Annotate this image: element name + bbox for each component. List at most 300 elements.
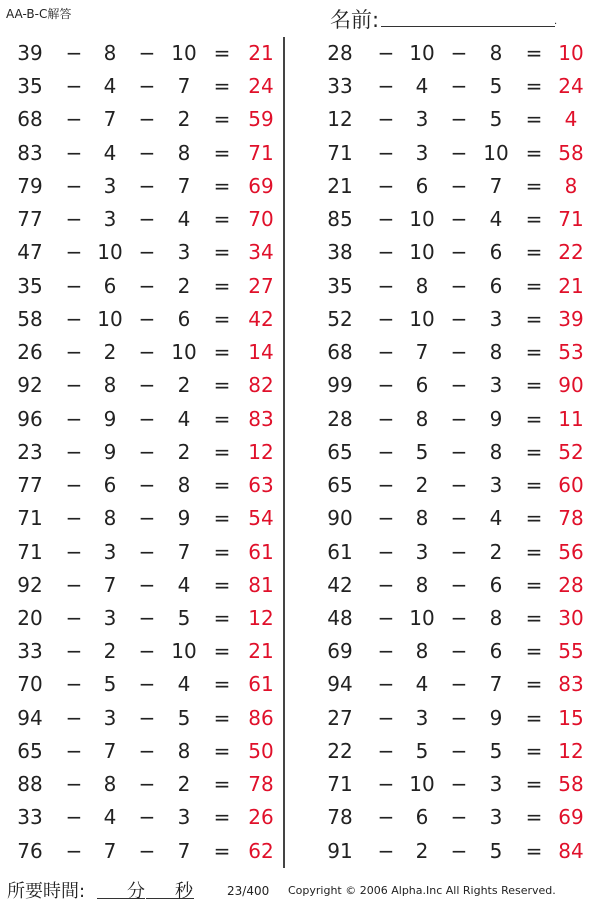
minuend: 68 bbox=[17, 107, 43, 132]
minus-sign: − bbox=[377, 373, 395, 398]
subtrahend-2: 5 bbox=[489, 738, 503, 763]
subtrahend-2: 8 bbox=[489, 605, 503, 630]
answer: 55 bbox=[558, 639, 584, 664]
minus-sign: − bbox=[65, 74, 83, 99]
equals-sign: = bbox=[525, 107, 543, 132]
answer: 24 bbox=[558, 74, 584, 99]
problem-row bbox=[0, 735, 290, 768]
subtrahend-1: 7 bbox=[103, 738, 117, 763]
minus-sign: − bbox=[65, 340, 83, 365]
subtrahend-2: 5 bbox=[489, 74, 503, 99]
minus-sign: − bbox=[65, 572, 83, 597]
minus-sign: − bbox=[138, 240, 156, 265]
minus-sign: − bbox=[138, 838, 156, 863]
minus-sign: − bbox=[377, 838, 395, 863]
equals-sign: = bbox=[525, 838, 543, 863]
subtrahend-2: 4 bbox=[489, 506, 503, 531]
answer: 71 bbox=[248, 140, 274, 165]
minuend: 90 bbox=[327, 506, 353, 531]
minuend: 68 bbox=[327, 340, 353, 365]
subtrahend-1: 4 bbox=[103, 140, 117, 165]
equals-sign: = bbox=[213, 373, 231, 398]
subtrahend-1: 8 bbox=[103, 506, 117, 531]
minus-sign: − bbox=[377, 805, 395, 830]
minuend: 39 bbox=[17, 41, 43, 65]
problem-row bbox=[0, 303, 290, 336]
equals-sign: = bbox=[213, 207, 231, 232]
subtrahend-1: 10 bbox=[409, 772, 435, 797]
problem-row bbox=[312, 170, 600, 203]
subtrahend-2: 7 bbox=[489, 672, 503, 697]
subtrahend-1: 9 bbox=[103, 406, 117, 431]
subtrahend-2: 6 bbox=[177, 306, 191, 331]
minus-sign: − bbox=[138, 572, 156, 597]
minuend: 92 bbox=[17, 373, 43, 398]
equals-sign: = bbox=[213, 838, 231, 863]
minus-sign: − bbox=[377, 539, 395, 564]
problem-row bbox=[312, 536, 600, 569]
subtrahend-1: 10 bbox=[409, 605, 435, 630]
minus-sign: − bbox=[377, 572, 395, 597]
answer: 83 bbox=[248, 406, 274, 431]
answer: 58 bbox=[558, 140, 584, 165]
problem-row bbox=[0, 37, 290, 70]
minus-sign: − bbox=[65, 705, 83, 730]
subtrahend-1: 2 bbox=[103, 340, 117, 365]
minus-sign: − bbox=[65, 207, 83, 232]
problem-row bbox=[0, 602, 290, 635]
minus-sign: − bbox=[377, 705, 395, 730]
minuend: 28 bbox=[327, 406, 353, 431]
minus-sign: − bbox=[65, 639, 83, 664]
minuend: 99 bbox=[327, 373, 353, 398]
subtrahend-1: 7 bbox=[415, 340, 429, 365]
minuend: 12 bbox=[327, 107, 353, 132]
minus-sign: − bbox=[450, 140, 468, 165]
problem-row bbox=[312, 735, 600, 768]
subtrahend-2: 3 bbox=[489, 805, 503, 830]
minuend: 77 bbox=[17, 207, 43, 232]
worksheet-title: AA-B-C解答 bbox=[6, 7, 72, 21]
minuend: 35 bbox=[17, 273, 43, 298]
minus-sign: − bbox=[450, 639, 468, 664]
subtrahend-1: 5 bbox=[103, 672, 117, 697]
equals-sign: = bbox=[213, 805, 231, 830]
subtrahend-2: 8 bbox=[177, 738, 191, 763]
equals-sign: = bbox=[213, 306, 231, 331]
minuend: 71 bbox=[327, 772, 353, 797]
equals-sign: = bbox=[213, 107, 231, 132]
minus-sign: − bbox=[65, 539, 83, 564]
minus-sign: − bbox=[377, 473, 395, 498]
subtrahend-2: 9 bbox=[489, 406, 503, 431]
subtrahend-1: 9 bbox=[103, 439, 117, 464]
minuend: 78 bbox=[327, 805, 353, 830]
problem-row bbox=[0, 236, 290, 269]
subtrahend-1: 6 bbox=[103, 473, 117, 498]
minus-sign: − bbox=[377, 639, 395, 664]
minus-sign: − bbox=[65, 838, 83, 863]
problem-row bbox=[312, 236, 600, 269]
answer: 62 bbox=[248, 838, 274, 863]
minuend: 21 bbox=[327, 173, 353, 198]
equals-sign: = bbox=[525, 605, 543, 630]
minus-sign: − bbox=[450, 572, 468, 597]
subtrahend-2: 8 bbox=[489, 340, 503, 365]
answer: 21 bbox=[248, 41, 274, 65]
equals-sign: = bbox=[213, 140, 231, 165]
subtrahend-2: 6 bbox=[489, 240, 503, 265]
equals-sign: = bbox=[213, 240, 231, 265]
equals-sign: = bbox=[213, 439, 231, 464]
problem-row bbox=[0, 536, 290, 569]
minus-sign: − bbox=[377, 406, 395, 431]
equals-sign: = bbox=[213, 473, 231, 498]
minuend: 94 bbox=[17, 705, 43, 730]
minuend: 23 bbox=[17, 439, 43, 464]
minus-sign: − bbox=[65, 273, 83, 298]
subtrahend-2: 2 bbox=[177, 772, 191, 797]
answer: 22 bbox=[558, 240, 584, 265]
subtrahend-1: 8 bbox=[103, 373, 117, 398]
minuend: 85 bbox=[327, 207, 353, 232]
minus-sign: − bbox=[377, 273, 395, 298]
problem-row bbox=[0, 436, 290, 469]
answer: 54 bbox=[248, 506, 274, 531]
minus-sign: − bbox=[138, 207, 156, 232]
answer: 4 bbox=[564, 107, 578, 132]
equals-sign: = bbox=[213, 572, 231, 597]
minus-sign: − bbox=[377, 772, 395, 797]
minuend: 70 bbox=[17, 672, 43, 697]
answer: 59 bbox=[248, 107, 274, 132]
minus-sign: − bbox=[450, 605, 468, 630]
equals-sign: = bbox=[525, 340, 543, 365]
minus-sign: − bbox=[377, 41, 395, 65]
minus-sign: − bbox=[450, 207, 468, 232]
subtrahend-1: 10 bbox=[409, 306, 435, 331]
answer: 42 bbox=[248, 306, 274, 331]
problem-row bbox=[312, 702, 600, 735]
minus-sign: − bbox=[65, 738, 83, 763]
column-divider bbox=[283, 37, 285, 868]
minus-sign: − bbox=[450, 738, 468, 763]
minus-sign: − bbox=[138, 140, 156, 165]
subtrahend-1: 10 bbox=[409, 240, 435, 265]
problem-row bbox=[0, 70, 290, 103]
minus-sign: − bbox=[450, 772, 468, 797]
name-field-dot: . bbox=[554, 16, 558, 27]
problem-row bbox=[312, 602, 600, 635]
minus-sign: − bbox=[138, 306, 156, 331]
answer: 53 bbox=[558, 340, 584, 365]
minus-sign: − bbox=[65, 605, 83, 630]
minus-sign: − bbox=[450, 805, 468, 830]
problem-row bbox=[312, 137, 600, 170]
minuend: 94 bbox=[327, 672, 353, 697]
subtrahend-1: 3 bbox=[103, 705, 117, 730]
answer: 61 bbox=[248, 539, 274, 564]
minuend: 33 bbox=[17, 805, 43, 830]
equals-sign: = bbox=[213, 672, 231, 697]
equals-sign: = bbox=[525, 273, 543, 298]
minus-sign: − bbox=[450, 473, 468, 498]
answer: 52 bbox=[558, 439, 584, 464]
equals-sign: = bbox=[525, 373, 543, 398]
subtrahend-1: 8 bbox=[415, 639, 429, 664]
subtrahend-2: 4 bbox=[177, 572, 191, 597]
problem-row bbox=[0, 369, 290, 402]
minus-sign: − bbox=[65, 306, 83, 331]
equals-sign: = bbox=[525, 473, 543, 498]
subtrahend-2: 7 bbox=[177, 74, 191, 99]
subtrahend-2: 4 bbox=[177, 406, 191, 431]
minus-sign: − bbox=[138, 41, 156, 65]
answer: 24 bbox=[248, 74, 274, 99]
minus-sign: − bbox=[65, 772, 83, 797]
minuend: 26 bbox=[17, 340, 43, 365]
equals-sign: = bbox=[525, 772, 543, 797]
minus-sign: − bbox=[377, 605, 395, 630]
subtrahend-1: 3 bbox=[415, 140, 429, 165]
problem-row bbox=[312, 70, 600, 103]
subtrahend-1: 6 bbox=[415, 173, 429, 198]
answer: 8 bbox=[564, 173, 578, 198]
subtrahend-2: 2 bbox=[489, 539, 503, 564]
problem-row bbox=[312, 502, 600, 535]
minuend: 35 bbox=[327, 273, 353, 298]
minuend: 65 bbox=[327, 473, 353, 498]
problem-row bbox=[0, 469, 290, 502]
minus-sign: − bbox=[138, 273, 156, 298]
minus-sign: − bbox=[377, 140, 395, 165]
subtrahend-2: 9 bbox=[177, 506, 191, 531]
subtrahend-2: 3 bbox=[489, 473, 503, 498]
minus-sign: − bbox=[377, 340, 395, 365]
minus-sign: − bbox=[138, 173, 156, 198]
minuend: 71 bbox=[327, 140, 353, 165]
minus-sign: − bbox=[377, 506, 395, 531]
answer: 10 bbox=[558, 41, 584, 65]
subtrahend-2: 2 bbox=[177, 439, 191, 464]
subtrahend-1: 2 bbox=[415, 473, 429, 498]
problem-row bbox=[312, 569, 600, 602]
problem-row bbox=[0, 801, 290, 834]
problem-row bbox=[312, 369, 600, 402]
equals-sign: = bbox=[525, 572, 543, 597]
minus-sign: − bbox=[138, 107, 156, 132]
subtrahend-2: 5 bbox=[489, 107, 503, 132]
minus-sign: − bbox=[377, 173, 395, 198]
subtrahend-1: 8 bbox=[415, 406, 429, 431]
equals-sign: = bbox=[525, 639, 543, 664]
minuend: 27 bbox=[327, 705, 353, 730]
subtrahend-2: 8 bbox=[489, 41, 503, 65]
problem-row bbox=[312, 336, 600, 369]
answer: 86 bbox=[248, 705, 274, 730]
minus-sign: − bbox=[65, 805, 83, 830]
minus-sign: − bbox=[65, 140, 83, 165]
problem-row bbox=[312, 768, 600, 801]
minuend: 22 bbox=[327, 738, 353, 763]
problem-row bbox=[312, 635, 600, 668]
problem-row bbox=[0, 137, 290, 170]
minus-sign: − bbox=[138, 473, 156, 498]
subtrahend-2: 2 bbox=[177, 373, 191, 398]
answer: 28 bbox=[558, 572, 584, 597]
equals-sign: = bbox=[213, 738, 231, 763]
minus-sign: − bbox=[138, 539, 156, 564]
answer: 58 bbox=[558, 772, 584, 797]
minus-sign: − bbox=[450, 273, 468, 298]
problem-row bbox=[0, 203, 290, 236]
minuend: 58 bbox=[17, 306, 43, 331]
answer: 60 bbox=[558, 473, 584, 498]
minuend: 69 bbox=[327, 639, 353, 664]
answer: 69 bbox=[248, 173, 274, 198]
equals-sign: = bbox=[213, 41, 231, 65]
subtrahend-1: 7 bbox=[103, 107, 117, 132]
answer: 61 bbox=[248, 672, 274, 697]
answer: 63 bbox=[248, 473, 274, 498]
equals-sign: = bbox=[213, 340, 231, 365]
subtrahend-2: 5 bbox=[177, 605, 191, 630]
answer: 11 bbox=[558, 406, 584, 431]
subtrahend-2: 3 bbox=[489, 306, 503, 331]
subtrahend-1: 10 bbox=[409, 207, 435, 232]
equals-sign: = bbox=[525, 672, 543, 697]
problem-row bbox=[312, 270, 600, 303]
subtrahend-2: 4 bbox=[489, 207, 503, 232]
minus-sign: − bbox=[138, 439, 156, 464]
equals-sign: = bbox=[213, 705, 231, 730]
subtrahend-1: 4 bbox=[415, 672, 429, 697]
name-field-line[interactable] bbox=[381, 26, 555, 27]
equals-sign: = bbox=[213, 539, 231, 564]
equals-sign: = bbox=[213, 273, 231, 298]
answer: 14 bbox=[248, 340, 274, 365]
copyright-text: Copyright © 2006 Alpha.Inc All Rights Reserved. bbox=[288, 884, 556, 897]
subtrahend-1: 8 bbox=[103, 41, 117, 65]
minus-sign: − bbox=[450, 240, 468, 265]
subtrahend-2: 6 bbox=[489, 273, 503, 298]
subtrahend-2: 5 bbox=[489, 838, 503, 863]
minus-sign: − bbox=[450, 173, 468, 198]
subtrahend-2: 8 bbox=[177, 473, 191, 498]
equals-sign: = bbox=[525, 439, 543, 464]
minus-sign: − bbox=[138, 605, 156, 630]
equals-sign: = bbox=[525, 306, 543, 331]
problem-row bbox=[0, 668, 290, 701]
subtrahend-2: 10 bbox=[483, 140, 509, 165]
subtrahend-1: 8 bbox=[415, 273, 429, 298]
minuend: 38 bbox=[327, 240, 353, 265]
minus-sign: − bbox=[138, 672, 156, 697]
minus-sign: − bbox=[450, 41, 468, 65]
minus-sign: − bbox=[138, 738, 156, 763]
problem-row bbox=[0, 768, 290, 801]
answer: 81 bbox=[248, 572, 274, 597]
subtrahend-1: 3 bbox=[415, 705, 429, 730]
problem-row bbox=[0, 835, 290, 868]
subtrahend-1: 4 bbox=[103, 74, 117, 99]
answer: 56 bbox=[558, 539, 584, 564]
minuend: 71 bbox=[17, 506, 43, 531]
problem-row bbox=[0, 170, 290, 203]
seconds-label: 秒 bbox=[175, 881, 193, 902]
subtrahend-1: 5 bbox=[415, 738, 429, 763]
subtrahend-1: 2 bbox=[103, 639, 117, 664]
minuend: 47 bbox=[17, 240, 43, 265]
problem-row bbox=[312, 469, 600, 502]
problem-row bbox=[0, 702, 290, 735]
minuend: 35 bbox=[17, 74, 43, 99]
equals-sign: = bbox=[213, 406, 231, 431]
minus-sign: − bbox=[450, 506, 468, 531]
minus-sign: − bbox=[65, 107, 83, 132]
minus-sign: − bbox=[65, 173, 83, 198]
problem-row bbox=[0, 270, 290, 303]
minuend: 65 bbox=[327, 439, 353, 464]
minus-sign: − bbox=[450, 439, 468, 464]
minuend: 88 bbox=[17, 772, 43, 797]
minus-sign: − bbox=[377, 439, 395, 464]
subtrahend-2: 7 bbox=[177, 539, 191, 564]
minus-sign: − bbox=[65, 439, 83, 464]
answer: 70 bbox=[248, 207, 274, 232]
subtrahend-2: 3 bbox=[177, 240, 191, 265]
subtrahend-1: 3 bbox=[103, 605, 117, 630]
minus-sign: − bbox=[65, 506, 83, 531]
problem-row bbox=[0, 569, 290, 602]
minus-sign: − bbox=[450, 672, 468, 697]
minus-sign: − bbox=[450, 406, 468, 431]
subtrahend-2: 6 bbox=[489, 572, 503, 597]
equals-sign: = bbox=[525, 173, 543, 198]
minuend: 61 bbox=[327, 539, 353, 564]
problem-row bbox=[0, 103, 290, 136]
answer: 78 bbox=[248, 772, 274, 797]
answer: 21 bbox=[248, 639, 274, 664]
equals-sign: = bbox=[213, 74, 231, 99]
problem-row bbox=[312, 801, 600, 834]
problem-row bbox=[0, 635, 290, 668]
subtrahend-1: 3 bbox=[103, 173, 117, 198]
minuend: 20 bbox=[17, 605, 43, 630]
problem-row bbox=[312, 103, 600, 136]
equals-sign: = bbox=[525, 240, 543, 265]
minus-sign: − bbox=[450, 838, 468, 863]
equals-sign: = bbox=[525, 539, 543, 564]
equals-sign: = bbox=[213, 772, 231, 797]
problem-row bbox=[312, 668, 600, 701]
minus-sign: − bbox=[377, 107, 395, 132]
answer: 27 bbox=[248, 273, 274, 298]
minuend: 42 bbox=[327, 572, 353, 597]
minus-sign: − bbox=[65, 672, 83, 697]
subtrahend-2: 5 bbox=[177, 705, 191, 730]
answer: 69 bbox=[558, 805, 584, 830]
minuend: 76 bbox=[17, 838, 43, 863]
minus-sign: − bbox=[138, 373, 156, 398]
subtrahend-2: 7 bbox=[177, 173, 191, 198]
minuend: 83 bbox=[17, 140, 43, 165]
equals-sign: = bbox=[525, 705, 543, 730]
minus-sign: − bbox=[377, 207, 395, 232]
answer: 12 bbox=[558, 738, 584, 763]
minuend: 65 bbox=[17, 738, 43, 763]
minuend: 48 bbox=[327, 605, 353, 630]
